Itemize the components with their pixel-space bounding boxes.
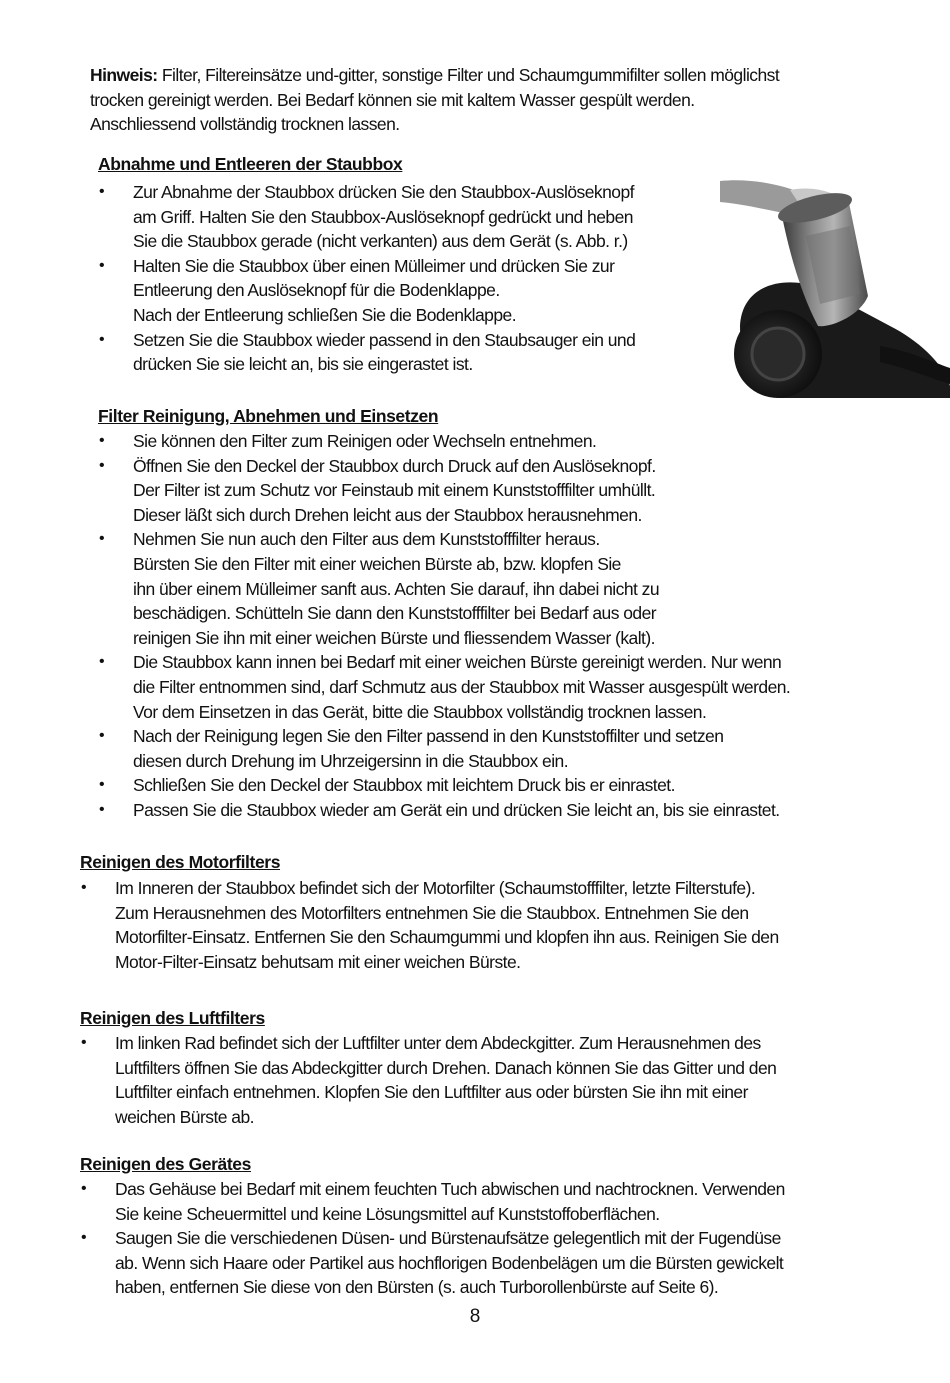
list-item: • Sie können den Filter zum Reinigen oder Wechseln entnehmen. (133, 429, 790, 454)
list-item: • Nehmen Sie nun auch den Filter aus dem Kunststofffilter heraus. Bürsten Sie den Filter mit einer weichen Bürste ab, bzw. klopfen Sie ihn über einem Mülleimer sanft aus. Achten Sie darauf, ihn dabei nicht zu beschädigen. Schütteln Sie dann den Kunststofffilter bei Bedarf aus oder reinigen Sie ihn mit einer weichen Bürste und fliessendem Wasser (kalt). (133, 527, 790, 650)
intro-note-line-3: Anschliessend vollständig trocknen lassen. (90, 114, 400, 134)
heading-luftfilter: Reinigen des Luftfilters (80, 1008, 265, 1028)
staubbox-list (133, 180, 635, 377)
intro-note-line-2: trocken gereinigt werden. Bei Bedarf können sie mit kaltem Wasser gespült werden. (90, 90, 695, 110)
list-item: • Im Inneren der Staubbox befindet sich der Motorfilter (Schaumstofffilter, letzte Filterstufe). Zum Herausnehmen des Motorfilters entnehmen Sie die Staubbox. Entnehmen Sie den Motorfilter-Einsatz. Entfernen Sie den Schaumgummi und klopfen ihn aus. Reinigen Sie den Motor-Filter-Einsatz behutsam mit einer weichen Bürste. (115, 876, 779, 974)
heading-geraet: Reinigen des Gerätes (80, 1154, 251, 1174)
geraet-list (115, 1177, 785, 1300)
list-item: • Nach der Reinigung legen Sie den Filter passend in den Kunststoffilter und setzen diesen durch Drehung im Uhrzeigersinn in die Staubbox ein. (133, 724, 790, 773)
list-item: • Schließen Sie den Deckel der Staubbox mit leichtem Druck bis er einrastet. (133, 773, 790, 798)
luftfilter-list (115, 1031, 776, 1129)
list-item: • Die Staubbox kann innen bei Bedarf mit einer weichen Bürste gereinigt werden. Nur wenn die Filter entnommen sind, darf Schmutz aus der Staubbox mit Wasser ausgespült werden. Vor dem Einsetzen in das Gerät, bitte die Staubbox vollständig trocknen lassen. (133, 650, 790, 724)
heading-filter: Filter Reinigung, Abnehmen und Einsetzen (98, 406, 439, 426)
heading-motorfilter: Reinigen des Motorfilters (80, 852, 281, 872)
page-number: 8 (469, 1306, 481, 1327)
list-item: • Im linken Rad befindet sich der Luftfilter unter dem Abdeckgitter. Zum Herausnehmen des Luftfilters öffnen Sie das Abdeckgitter durch Drehen. Danach können Sie das Gitter und den Luftfilter einfach entnehmen. Klopfen Sie den Luftfilter aus oder bürsten Sie ihn mit einer weichen Bürste ab. (115, 1031, 776, 1129)
list-item: • Öffnen Sie den Deckel der Staubbox durch Druck auf den Auslöseknopf. Der Filter ist zum Schutz vor Feinstaub mit einem Kunststofffilter umhüllt. Dieser läßt sich durch Drehen leicht aus der Staubbox herausnehmen. (133, 454, 790, 528)
intro-note-line-1: Hinweis: Filter, Filtereinsätze und-gitter, sonstige Filter und Schaumgummifilter sollen möglichst (90, 65, 780, 85)
list-item: • Das Gehäuse bei Bedarf mit einem feuchten Tuch abwischen und nachtrocknen. Verwenden Sie keine Scheuermittel und keine Lösungsmittel auf Kunststoffoberflächen. (115, 1177, 785, 1226)
list-item: • Halten Sie die Staubbox über einen Mülleimer und drücken Sie zur Entleerung den Auslöseknopf für die Bodenklappe. Nach der Entleerung schließen Sie die Bodenklappe. (133, 254, 635, 328)
list-item: • Zur Abnahme der Staubbox drücken Sie den Staubbox-Auslöseknopf am Griff. Halten Sie den Staubbox-Auslöseknopf gedrückt und heben Sie die Staubbox gerade (nicht verkanten) aus dem Gerät (s. Abb. r.) (133, 180, 635, 254)
motorfilter-list (115, 876, 779, 974)
heading-staubbox: Abnahme und Entleeren der Staubbox (98, 154, 403, 174)
list-item: • Setzen Sie die Staubbox wieder passend in den Staubsauger ein und drücken Sie sie leicht an, bis sie eingerastet ist. (133, 328, 635, 377)
filter-list (133, 429, 790, 823)
list-item: • Passen Sie die Staubbox wieder am Gerät ein und drücken Sie leicht an, bis sie einrastet. (133, 798, 790, 823)
list-item: • Saugen Sie die verschiedenen Düsen- und Bürstenaufsätze gelegentlich mit der Fugendüse ab. Wenn sich Haare oder Partikel aus hochflorigen Bodenbelägen um die Bürsten gewickelt haben, entfernen Sie diese von den Bürsten (s. auch Turborollenbürste auf Seite 6). (115, 1226, 785, 1300)
vacuum-cleaner-photo (720, 176, 950, 404)
